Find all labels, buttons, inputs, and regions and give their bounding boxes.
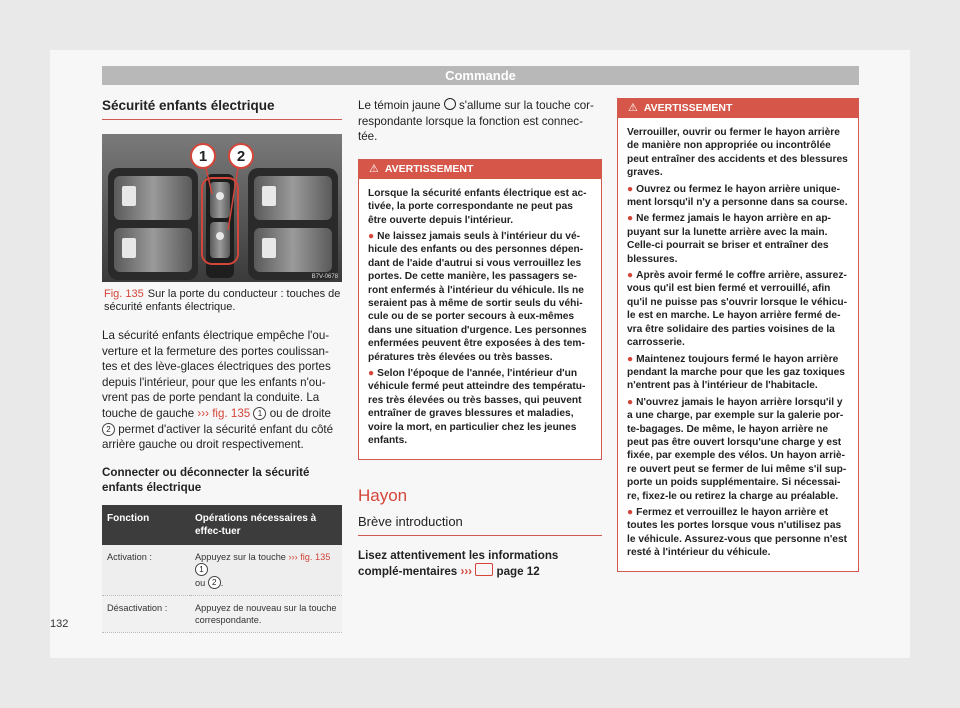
caption-text: Sur la porte du conducteur : touches de sécurité enfants électrique. xyxy=(104,288,341,313)
para-text-2: ou de droite xyxy=(266,406,331,420)
warning-bullet: ● Ouvrez ou fermez le hayon arrière unique-ment lorsqu'il n'y a personne dans sa course. xyxy=(627,183,848,209)
fig-ref-link[interactable]: ››› fig. 135 xyxy=(197,406,251,420)
warning-icon: ⚠ xyxy=(628,102,638,114)
callout-num-1: 1 xyxy=(253,407,266,420)
figure-caption xyxy=(102,288,342,314)
callout-2: 2 xyxy=(236,148,246,165)
page-ref-link[interactable]: page 12 xyxy=(493,565,540,579)
door-switch-illustration xyxy=(102,134,342,282)
intro-paragraph: Le témoin jaune s'allume sur la touche cor-respondante lorsque la fonction est connec-tée. xyxy=(358,99,594,144)
para-text-1: La sécurité enfants électrique empêche l'ou-verture et la fermeture des portes coulissan-tes et des lève-glaces électriques des portes depuis l'intérieur, pour que les enfants n'ou-vrent pas de porte pendant la conduite. La touche de gauche xyxy=(102,329,331,420)
table-row xyxy=(102,595,342,632)
table-subhead: Connecter ou déconnecter la sécurité enfants électrique xyxy=(102,465,310,494)
caption-fig-ref: Fig. 135 xyxy=(104,288,144,300)
manual-page xyxy=(50,50,910,658)
middle-column xyxy=(358,98,602,580)
warning-bullet: ● Selon l'époque de l'année, l'intérieur d'un véhicule fermé peut atteindre des températu-res très élevées ou très basses, qui peuvent entraîner de graves blessures et maladies, voire la mort, en particulier chez les jeunes enfants. xyxy=(368,368,586,447)
operations-table xyxy=(102,505,342,633)
warning-bullet: ● Maintenez toujours fermé le hayon arrière pendant la marche pour que les gaz toxiques n'entrent pas à l'intérieur de l'habitacle. xyxy=(627,353,845,392)
warning-box-child-lock xyxy=(358,159,602,460)
book-icon xyxy=(475,563,493,576)
warning-bullet: ● Ne laissez jamais seuls à l'intérieur du vé-hicule des enfants ou des personnes dépen-dant de l'aide d'autrui si vous verrouillez les portes. De cette manière, les passagers se-ront enfermés à l'intérieur du véhicule. Ils ne seraient pas à même de sortir seuls du véhi-cule ou de se porter secours à eux-mêmes dans une situation d'urgence. Les personnes enfermées peuvent être exposées à des tem-pératures très élevées ou très basses. xyxy=(368,231,587,363)
section-title: Brève introduction xyxy=(358,514,602,536)
body-paragraph xyxy=(102,328,342,453)
para-text-3: permet d'activer la sécurité enfant du côté arrière gauche ou droit respectivement. xyxy=(102,422,334,452)
warning-bullet: ● Fermez et verrouillez le hayon arrière et toutes les portes lorsque vous n'utilisez pas le véhicule. Assurez-vous que personne n'est resté à l'intérieur du véhicule. xyxy=(627,506,848,559)
warning-text: Verrouiller, ouvrir ou fermer le hayon arrière de manière non appropriée ou incontrôlée peut entraîner des accidents et des blessures graves. xyxy=(627,127,848,179)
table-cell: Désactivation : xyxy=(102,595,190,632)
table-cell: Appuyez de nouveau sur la touche correspondante. xyxy=(190,595,342,632)
warning-icon: ⚠ xyxy=(369,162,379,175)
page-number: 132 xyxy=(50,618,69,630)
left-column xyxy=(102,98,342,633)
read-more-text: Lisez attentivement les informations complé-mentaires ››› page 12 xyxy=(358,548,559,579)
warning-bullet: ● N'ouvrez jamais le hayon arrière lorsqu'il y a une charge, par exemple sur la galerie por-te-bagages. De même, le hayon arrière ne peut pas être ouvert lorsqu'une charge y est fixée, par exemple des vélos. Un hayon arriè-re ouvert peut se fermer de lui même s'il sup-porte un poids supplémentaire. Si nécessai-re, fixez-le ou retirez la charge au préalable. xyxy=(627,396,847,502)
warning-bullet: ● Après avoir fermé le coffre arrière, assurez-vous qu'il est bien fermé et verrouillé, afin qu'il ne puisse pas s'ouvrir lorsque le véhicu-le est en marche. Le hayon arrière fermé de-vra être solidaire des parties voisines de la carrosserie. xyxy=(627,270,847,349)
table-cell: Activation : xyxy=(102,545,190,596)
chapter-title: Hayon xyxy=(358,485,408,505)
right-column xyxy=(617,98,859,572)
child-lock-icon xyxy=(444,98,456,110)
door-switch-figure xyxy=(102,134,342,282)
callout-num-2: 2 xyxy=(102,423,115,436)
figure-code: B7V-0678 xyxy=(311,274,338,280)
table-row xyxy=(102,545,342,596)
warning-bullet: ● Ne fermez jamais le hayon arrière en ap-puyant sur la lunette arrière avec la main. Celle-ci pourrait se briser et entraîner des blessures. xyxy=(627,213,831,265)
fig-ref-link[interactable]: ››› fig. 135 xyxy=(288,551,331,562)
chapter-header: Commande xyxy=(102,66,859,85)
warning-text: Lorsque la sécurité enfants électrique est ac-tivée, la porte correspondante ne peut pas être ouverte depuis l'intérieur. xyxy=(368,187,587,226)
warning-box-tailgate xyxy=(617,98,859,572)
warning-header: ⚠ AVERTISSEMENT xyxy=(618,99,858,118)
table-header: Opérations nécessaires à effec-tuer xyxy=(190,505,342,545)
warning-header: ⚠ AVERTISSEMENT xyxy=(359,160,601,179)
table-cell: Appuyez sur la touche ››› fig. 135 1 ou 2 . xyxy=(190,545,342,596)
section-title: Sécurité enfants électrique xyxy=(102,98,342,120)
callout-1: 1 xyxy=(198,148,208,165)
table-header: Fonction xyxy=(102,505,190,545)
